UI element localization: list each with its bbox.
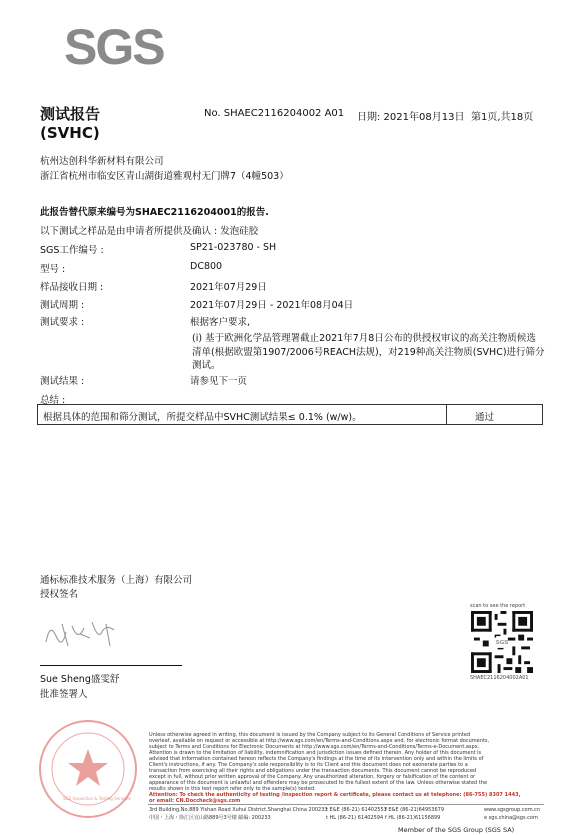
disclaimer-line: Unless otherwise agreed in writing, this document is issued by the Company subject to its General Conditions of Service printed bbox=[149, 732, 471, 738]
table-divider bbox=[446, 405, 447, 424]
footer-tel: t HL (86-21) 61402594 bbox=[326, 815, 384, 821]
disclaimer-line: subject to Terms and Conditions for Electronic Documents at http://www.sgs.com/en/Terms-and-Conditions/Terms-e-Document.aspx. bbox=[149, 744, 480, 750]
requirement-line: 测试。 bbox=[192, 360, 221, 371]
footer-member: Member of the SGS Group (SGS SA) bbox=[398, 826, 515, 834]
qr-caption-bottom: SHAEC2116204002A01 bbox=[470, 675, 529, 681]
report-title: 测试报告 bbox=[40, 105, 101, 123]
field-label: 样品接收日期 : bbox=[40, 282, 104, 293]
field-label: 测试周期 : bbox=[40, 300, 85, 311]
qr-caption-top: scan to see the report bbox=[470, 603, 526, 609]
sgs-logo bbox=[64, 19, 164, 75]
attention-email[interactable]: or email: CN.Doccheck@sgs.com bbox=[149, 798, 241, 804]
signatory-title: 批准签署人 bbox=[40, 689, 88, 700]
official-seal bbox=[36, 717, 140, 821]
summary-table bbox=[37, 404, 543, 425]
field-label: SGS工作编号 : bbox=[40, 245, 104, 256]
qr-code-icon[interactable] bbox=[471, 611, 533, 673]
footer-address-en: 3rd Building,No.889 Yishan Road Xuhui District,Shanghai China 200233 bbox=[149, 807, 328, 813]
footer-tel: t E&E (86-21) 61402553 bbox=[326, 807, 387, 813]
field-value: 根据客户要求, bbox=[190, 317, 251, 328]
svg-text:SGS: SGS bbox=[495, 640, 509, 647]
client-address: 浙江省杭州市临安区青山湖街道雅观村无门牌7（4幢503） bbox=[40, 171, 289, 182]
disclaimer-line: except in full, without prior written approval of the Company. Any unauthorized alteration, forgery or falsification of the content or bbox=[149, 774, 476, 780]
field-label: 型号 : bbox=[40, 264, 66, 275]
field-value: 2021年07月29日 bbox=[190, 282, 267, 293]
supersede-note: 此报告替代原来编号为SHAEC2116204001的报告. bbox=[40, 207, 269, 218]
disclaimer-line: advised that information contained hereon reflects the Company's findings at the time of its intervention only and within the limits of bbox=[149, 756, 484, 762]
summary-label: 总结 : bbox=[40, 395, 66, 406]
disclaimer-line: transaction from exercising all their rights and obligations under the transaction documents. This document cannot be reproduced bbox=[149, 768, 477, 774]
disclaimer-line: appearance of this document is unlawful and offenders may be prosecuted to the fullest extent of the law. Unless otherwise stated the bbox=[149, 780, 488, 786]
signatory-company: 通标标准技术服务（上海）有限公司 bbox=[40, 575, 193, 586]
result-label: 测试结果 : bbox=[40, 376, 85, 387]
disclaimer-line: overleaf, available on request or accessible at http://www.sgs.com/en/Terms-and-Conditions.aspx and, for electronic format documents, bbox=[149, 738, 490, 744]
requirement-line: (i) 基于欧洲化学品管理署截止2021年7月8日公布的供授权审议的高关注物质候选 bbox=[192, 333, 536, 344]
footer-website[interactable]: www.sgsgroup.com.cn bbox=[484, 807, 541, 813]
footer-address-cn: 中国・上海・徐汇区宜山路889号3号楼 邮编: 200233 bbox=[149, 815, 271, 821]
handwritten-signature bbox=[42, 612, 122, 656]
report-date: 日期: 2021年08月13日 bbox=[357, 112, 465, 123]
sample-intro: 以下测试之样品是由申请者所提供及确认 : 发泡硅胶 bbox=[40, 226, 259, 237]
disclaimer-line: Client's instructions, if any. The Company's sole responsibility is to its Client and this document does not exonerate parties to a bbox=[149, 762, 468, 768]
signatory-name: Sue Sheng盛雯舒 bbox=[40, 674, 120, 685]
summary-text: 根据具体的范围和筛分测试，所提交样品中SVHC测试结果≤ 0.1% (w/w)。 bbox=[43, 412, 362, 423]
footer-divider bbox=[148, 804, 544, 805]
signature-image bbox=[42, 612, 122, 652]
footer-fax: f E&E (86-21)64953679 bbox=[385, 807, 445, 813]
attention-line: Attention: To check the authenticity of testing /inspection report & certificate, please contact us at telephone: (86-755) 8307 1443, bbox=[149, 792, 521, 798]
field-value: DC800 bbox=[190, 261, 223, 272]
field-label: 测试要求 : bbox=[40, 317, 85, 328]
requirement-line: 清单(根据欧盟第1907/2006号REACH法规)，对219种高关注物质(SVHC)进行筛分 bbox=[192, 347, 545, 358]
result-value: 请参见下一页 bbox=[190, 376, 248, 387]
signature-line bbox=[40, 665, 182, 666]
footer-fax: f HL (86-21)61156899 bbox=[385, 815, 441, 821]
stamp-text: SGS Inspection & Testing Services bbox=[63, 796, 131, 801]
signatory-role: 授权签名 bbox=[40, 589, 79, 600]
field-value: SP21-023780 - SH bbox=[190, 242, 277, 253]
footer-disclaimer bbox=[149, 732, 520, 804]
footer-email[interactable]: e sgs.china@sgs.com bbox=[484, 815, 538, 821]
sgs-logo-text: SGS bbox=[64, 19, 164, 75]
report-subtitle: (SVHC) bbox=[40, 124, 100, 142]
client-name: 杭州达创科华新材料有限公司 bbox=[40, 156, 164, 167]
disclaimer-line: results shown in this test report refer only to the sample(s) tested. bbox=[149, 786, 316, 792]
report-number: No. SHAEC2116204002 A01 bbox=[204, 108, 345, 119]
page-number: 第1页,共18页 bbox=[471, 112, 534, 123]
summary-verdict: 通过 bbox=[475, 412, 495, 423]
field-value: 2021年07月29日 - 2021年08月04日 bbox=[190, 300, 354, 311]
disclaimer-line: Attention is drawn to the limitation of liability, indemnification and jurisdiction issues defined therein. Any holder of this document is bbox=[149, 750, 482, 756]
